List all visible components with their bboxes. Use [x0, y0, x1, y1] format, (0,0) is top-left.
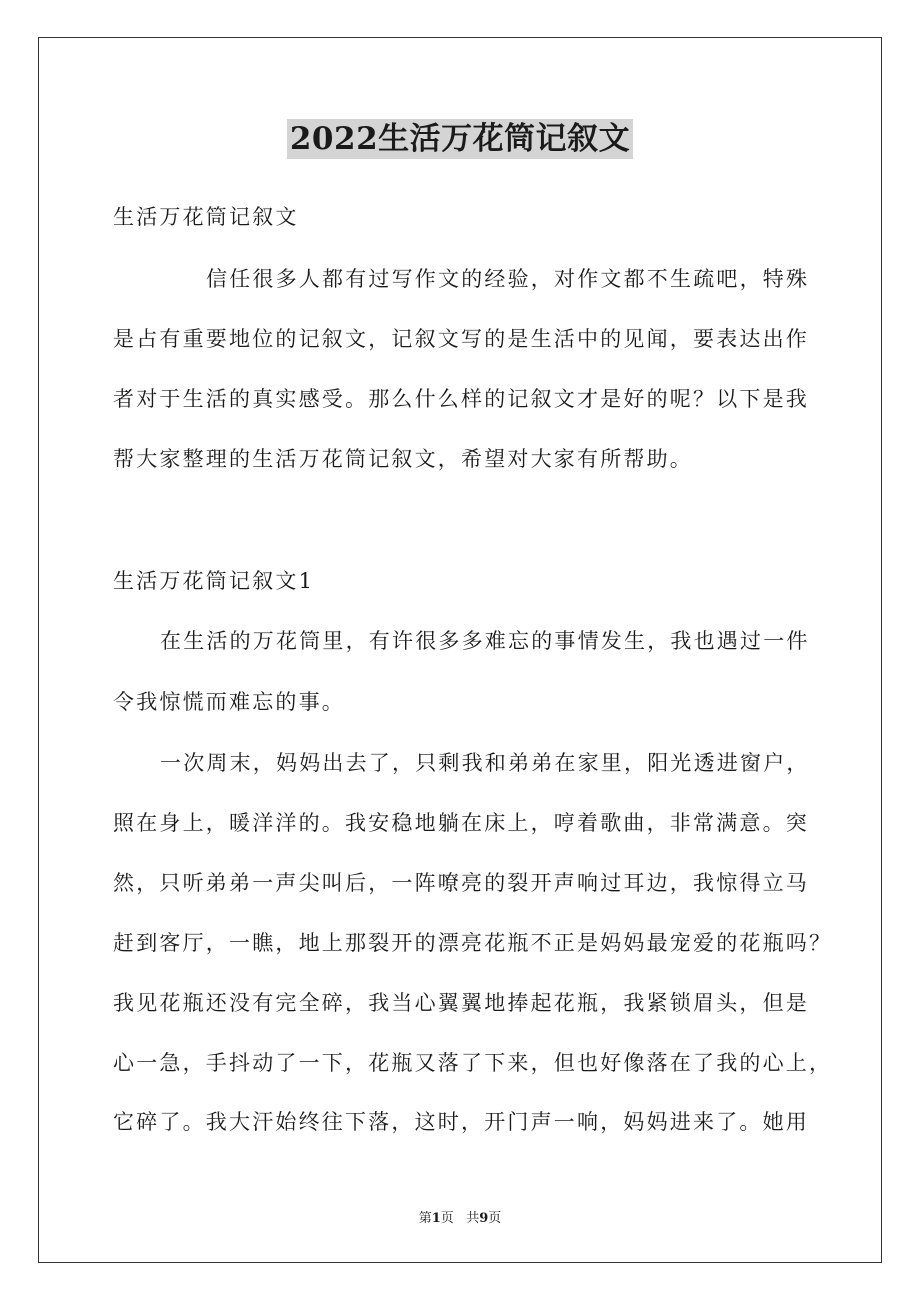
document-subtitle: 生活万花筒记叙文 — [113, 205, 299, 229]
document-title: 2022生活万花筒记叙文 — [287, 119, 633, 159]
para2-line-7: 它碎了。我大汗始终往下落，这时，开门声一响，妈妈进来了。她用 — [113, 1110, 809, 1134]
page-footer — [0, 1207, 920, 1226]
footer-prefix: 第 — [418, 1211, 432, 1226]
para2-line-6: 心一急，手抖动了一下，花瓶又落了下来，但也好像落在了我的心上， — [113, 1051, 833, 1075]
para2-line-5: 我见花瓶还没有完全碎，我当心翼翼地捧起花瓶，我紧锁眉头，但是 — [113, 991, 809, 1015]
footer-total-prefix: 共 — [466, 1211, 480, 1226]
footer-current-page: 1 — [431, 1211, 441, 1226]
footer-page-unit: 页 — [440, 1211, 454, 1226]
para1-line-2: 令我惊慌而难忘的事。 — [113, 690, 345, 714]
intro-line-1: 信任很多人都有过写作文的经验，对作文都不生疏吧，特殊 — [206, 267, 810, 291]
section1-heading: 生活万花筒记叙文1 — [113, 569, 315, 593]
footer-total-pages: 9 — [479, 1211, 489, 1226]
intro-line-4: 帮大家整理的生活万花筒记叙文，希望对大家有所帮助。 — [113, 447, 693, 471]
footer-total-unit: 页 — [488, 1211, 502, 1226]
intro-line-3: 者对于生活的真实感受。那么什么样的记叙文才是好的呢？以下是我 — [113, 387, 809, 411]
para2-line-1: 一次周末，妈妈出去了，只剩我和弟弟在家里，阳光透进窗户， — [160, 751, 810, 775]
para1-line-1: 在生活的万花筒里，有许很多多难忘的事情发生，我也遇过一件 — [160, 629, 810, 653]
document-title-block — [0, 113, 920, 158]
para2-line-3: 然，只听弟弟一声尖叫后，一阵嘹亮的裂开声响过耳边，我惊得立马 — [113, 871, 809, 895]
intro-line-2: 是占有重要地位的记叙文，记叙文写的是生活中的见闻，要表达出作 — [113, 327, 809, 351]
para2-line-4: 赶到客厅，一瞧，地上那裂开的漂亮花瓶不正是妈妈最宠爱的花瓶吗？ — [113, 931, 833, 955]
para2-line-2: 照在身上，暖洋洋的。我安稳地躺在床上，哼着歌曲，非常满意。突 — [113, 811, 809, 835]
